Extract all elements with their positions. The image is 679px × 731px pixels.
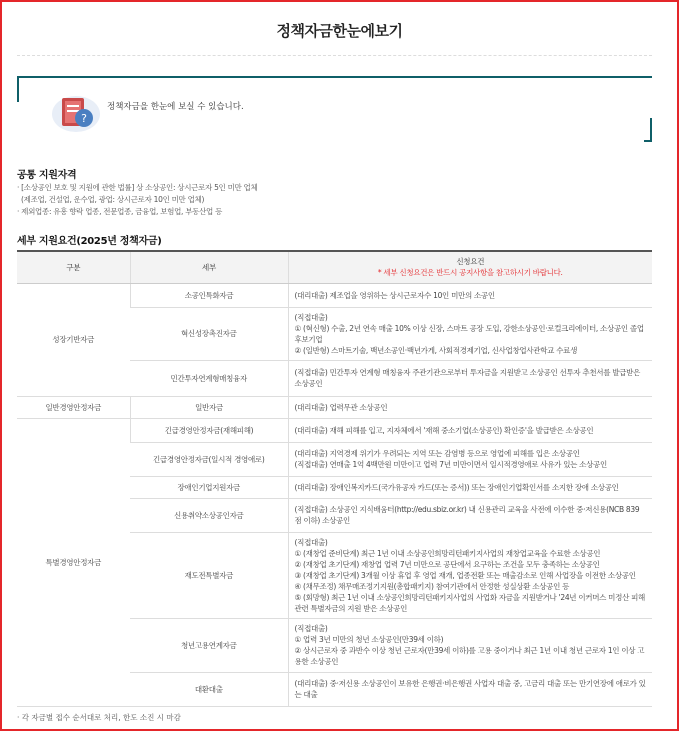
- requirements-table: [17, 250, 652, 707]
- group-general: 일반경영안정자금: [17, 396, 130, 418]
- common-qualification-heading: 공통 지원자격: [17, 170, 77, 181]
- intro-banner: [17, 76, 652, 142]
- sub-name: 재도전특별자금: [130, 532, 288, 618]
- sub-name: 소공인특화자금: [130, 283, 288, 307]
- requirement: (직접대출) 소상공인 지식배움터(http://edu.sbiz.or.kr) 내 신용관리 교육을 사전에 이수한 중·저신용(NCB 839점 이하) 소상공인: [288, 498, 652, 532]
- sub-name: 혁신성장촉진자금: [130, 307, 288, 360]
- common-line-2: (제조업, 건설업, 운수업, 광업: 상시근로자 10인 미만 업체): [21, 195, 205, 204]
- detail-requirements-heading: 세부 지원요건(2025년 정책자금): [17, 236, 162, 247]
- header-note: * 세부 신청요건은 반드시 공지사항을 참고하시기 바랍니다.: [377, 268, 563, 278]
- sub-name: 긴급경영안정자금(재해피해): [130, 418, 288, 442]
- requirement: (직접대출) ① 업력 3년 미만의 청년 소상공인(만39세 이하) ② 상시근로자 중 과반수 이상 청년 근로자(만39세 이하)를 고용 중이거나 최근 1년 이내 청년 근로자 1인 이상 고용한 소상공인: [288, 618, 652, 672]
- common-line-3: · 제외업종: 유흥 향락 업종, 전문업종, 금융업, 보험업, 부동산업 등: [17, 207, 223, 216]
- table-row: [17, 283, 652, 307]
- group-special: 특별경영안정자금: [17, 418, 130, 706]
- sub-name: 민간투자연계형매칭융자: [130, 360, 288, 396]
- header-requirements: 신청요건 * 세부 신청요건은 반드시 공지사항을 참고하시기 바랍니다.: [288, 251, 652, 283]
- requirement: (대리대출) 제조업을 영위하는 상시근로자수 10인 미만의 소공인: [288, 283, 652, 307]
- requirement: (대리대출) 장애인복지카드(국가유공자 카드(또는 증서)) 또는 장애인기업확인서를 소지한 장애 소상공인: [288, 476, 652, 498]
- sub-name: 대환대출: [130, 672, 288, 706]
- header-detail: 세부: [130, 251, 288, 283]
- requirement: (대리대출) 업력무관 소상공인: [288, 396, 652, 418]
- banner-text: 정책자금을 한눈에 보실 수 있습니다.: [107, 102, 244, 112]
- group-growth: 성장기반자금: [17, 283, 130, 396]
- requirement: (직접대출) 민간투자 연계형 매칭융자 주관기관으로부터 투자금을 지원받고 소상공인 선투자 추천서를 발급받은 소상공인: [288, 360, 652, 396]
- sub-name: 긴급경영안정자금(일시적 경영애로): [130, 442, 288, 476]
- requirement: (직접대출) ① (혁신형) 수출, 2년 연속 매출 10% 이상 신장, 스마트 공장 도입, 강한소상공인·로컬크리에이터, 소상공인 졸업후보기업 ② (일반형) 스마트기술, 백년소공인·백년가게, 사회적경제기업, 신사업창업사관학교 수료생: [288, 307, 652, 360]
- table-row: [17, 396, 652, 418]
- svg-text:?: ?: [81, 112, 87, 125]
- requirement: (직접대출) ① (재창업 준비단계) 최근 1년 이내 소상공인희망리턴패키지사업의 재창업교육을 수료한 소상공인 ② (재창업 초기단계) 재창업 업력 7년 미만으로 공단에서 요구하는 조건을 모두 충족하는 소상공인 ③ (재창업 초기단계) 3개월 이상 휴업 후 영업 재개, 업종전환 또는 매출감소로 인해 사업장을 이전한 소상공인 ④ (채무조정) 채무매조정기지원(총합패키지) 참여기관에서 안정한 성실상환 소상공인 등 ⑤ (회망형) 최근 1년 이내 소상공인희망리턴패키지사업의 사업화 자금을 지원받거나 '24년 이커머스 미정산 피해관련 특별자금의 지원 받은 소상공인: [288, 532, 652, 618]
- table-row: [17, 418, 652, 442]
- policy-fund-folder-icon: [50, 90, 108, 134]
- title-divider: [17, 55, 652, 56]
- requirement: (대리대출) 지역경제 위기가 우려되는 지역 또는 감염병 등으로 영업에 피해를 입은 소상공인 (직접대출) 연매출 1억 4백만원 미만이고 업력 7년 미만이면서 일시적경영애로 사유가 있는 소상공인: [288, 442, 652, 476]
- page-title: 정책자금한눈에보기: [276, 22, 403, 40]
- footnote: · 각 자금별 접수 순서대로 처리, 한도 소진 시 마감: [17, 713, 181, 722]
- sub-name: 신용취약소상공인자금: [130, 498, 288, 532]
- requirement: (대리대출) 재해 피해를 입고, 지자체에서 '재해 중소기업(소상공인) 확인증'을 발급받은 소상공인: [288, 418, 652, 442]
- table-header-row: [17, 251, 652, 283]
- sub-name: 장애인기업지원자금: [130, 476, 288, 498]
- sub-name: 청년고용연계자금: [130, 618, 288, 672]
- header-category: 구분: [17, 251, 130, 283]
- requirement: (대리대출) 중·저신용 소상공인이 보유한 은행권·비은행권 사업자 대출 중, 고금리 대출 또는 만기연장에 애로가 있는 대출: [288, 672, 652, 706]
- sub-name: 일반자금: [130, 396, 288, 418]
- common-line-1: · [소상공인 보호 및 지원에 관한 법률] 상 소상공인: 상시근로자 5인 미만 업체: [17, 183, 258, 192]
